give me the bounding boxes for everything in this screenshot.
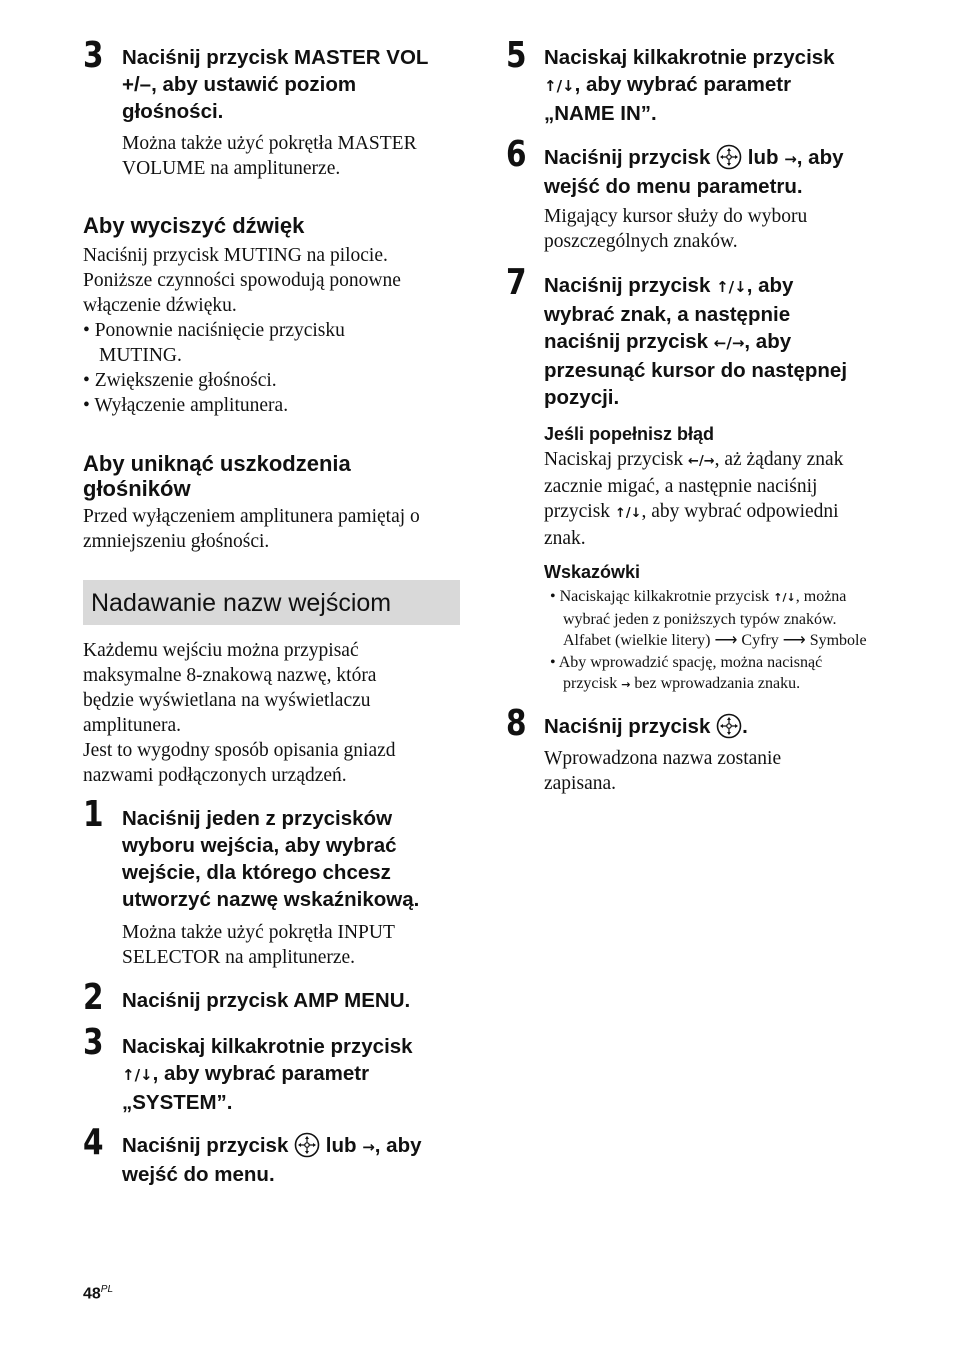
up-down-arrows-icon: ↑/↓ xyxy=(614,506,642,521)
page-number: $48^{PL}$ xyxy=(83,1284,114,1303)
step-instruction: Naciśnij przycisk MASTER VOL +/–, aby ustawić poziom głośności. xyxy=(122,46,429,123)
section-title-bar xyxy=(83,580,460,625)
step-note: Można także użyć pokrętła INPUT SELECTOR na amplitunerze. xyxy=(122,922,395,968)
list-item: • Wyłączenie amplitunera. xyxy=(83,395,289,416)
step-number: 5 xyxy=(506,35,527,76)
list-item: • Naciskając kilkakrotnie przycisk ↑/↓, można xyxy=(550,588,847,605)
step-instruction: Naciskaj kilkakrotnie przycisk ↑/↓, aby wybrać parametr „NAME IN”. xyxy=(544,46,835,125)
step-number: 3 xyxy=(83,35,104,76)
section-title: Nadawanie nazw wejściom xyxy=(91,589,392,617)
step-note: Można także użyć pokrętła MASTER VOLUME na amplitunerze. xyxy=(122,133,417,179)
enter-button-icon xyxy=(294,1132,320,1158)
list-item: • Zwiększenie głośności. xyxy=(83,370,277,391)
step-instruction: Naciśnij przycisk lub →, aby wejść do menu parametru. xyxy=(544,146,844,198)
intro-paragraph: Każdemu wejściu można przypisać maksymalne 8-znakową nazwę, która będzie wyświetlana na wyświetlaczu amplitunera. Jest to wygodny sposób opisania gniazd nazwami podłączonych urządzeń. xyxy=(83,640,396,786)
tips-list: • Naciskając kilkakrotnie przycisk ↑/↓, można wybrać jeden z poniższych typów znaków. Alfabet (wielkie litery) ⟶ Cyfry ⟶ Symbole • Aby wprowadzić spację, można nacisnąć przycisk → bez wprowadzania znaku. xyxy=(550,586,910,696)
step-number: 3 xyxy=(83,1022,104,1063)
subsection-heading: Aby uniknąć uszkodzenia głośników xyxy=(83,451,351,501)
step-note: Wprowadzona nazwa zostanie zapisana. xyxy=(544,748,782,794)
error-paragraph: Naciskaj przycisk ←/→, aż żądany znak zacznie migać, a następnie naciśnij przycisk ↑/↓, aby wybrać odpowiedni znak. xyxy=(544,449,844,549)
mute-paragraph: Naciśnij przycisk MUTING na pilocie. Poniższe czynności spowodują ponowne włączenie dźwięku. • Ponownie naciśnięcie przycisku MUTING. • Zwiększenie głośności. • Wyłączenie amplitunera. xyxy=(83,243,468,418)
tips-heading: Wskazówki xyxy=(544,562,641,582)
left-right-arrows-icon: ←/→ xyxy=(713,334,745,352)
up-down-arrows-icon: ↑/↓ xyxy=(716,278,747,296)
subsection-heading: Aby wyciszyć dźwięk xyxy=(83,213,305,238)
up-down-arrows-icon: ↑/↓ xyxy=(773,591,796,604)
step-number: 2 xyxy=(83,977,104,1018)
list-item: • Aby wprowadzić spację, można nacisnąć xyxy=(550,653,823,671)
language-code: PL xyxy=(100,1284,114,1295)
step-instruction: Naciśnij przycisk AMP MENU. xyxy=(122,989,411,1012)
damage-paragraph: Przed wyłączeniem amplitunera pamiętaj o zmniejszeniu głośności. xyxy=(83,506,420,552)
right-arrow-icon: → xyxy=(362,1138,375,1156)
step-instruction: Naciśnij przycisk lub →, aby wejść do menu. xyxy=(122,1134,422,1186)
list-item-continuation: MUTING. xyxy=(99,345,182,366)
up-down-arrows-icon: ↑/↓ xyxy=(544,77,575,95)
left-right-arrows-icon: ←/→ xyxy=(688,454,715,469)
step-instruction: Naciskaj kilkakrotnie przycisk ↑/↓, aby wybrać parametr „SYSTEM”. xyxy=(122,1035,413,1114)
note-heading: Jeśli popełnisz błąd xyxy=(544,424,715,444)
right-arrow-icon: → xyxy=(621,678,631,691)
step-note: Migający kursor służy do wyboru poszczególnych znaków. xyxy=(544,206,808,252)
right-arrow-icon: → xyxy=(784,150,797,168)
step-instruction: Naciśnij jeden z przycisków wyboru wejścia, aby wybrać wejście, dla którego chcesz utworzyć nazwę wskaźnikową. xyxy=(122,807,420,911)
up-down-arrows-icon: ↑/↓ xyxy=(122,1066,153,1084)
step-instruction: Naciśnij przycisk ↑/↓, aby wybrać znak, a następnie naciśnij przycisk ←/→, aby przesunąć kursor do następnej pozycji. xyxy=(544,274,848,409)
enter-button-icon xyxy=(716,713,742,739)
step-number: 7 xyxy=(506,262,527,303)
step-number: 6 xyxy=(506,134,527,175)
enter-button-icon xyxy=(716,144,742,170)
list-item: • Ponownie naciśnięcie przycisku xyxy=(83,320,345,341)
step-number: 4 xyxy=(83,1122,104,1163)
step-number: 1 xyxy=(83,794,104,835)
step-instruction: Naciśnij przycisk . xyxy=(544,715,748,738)
step-number: 8 xyxy=(506,703,527,744)
